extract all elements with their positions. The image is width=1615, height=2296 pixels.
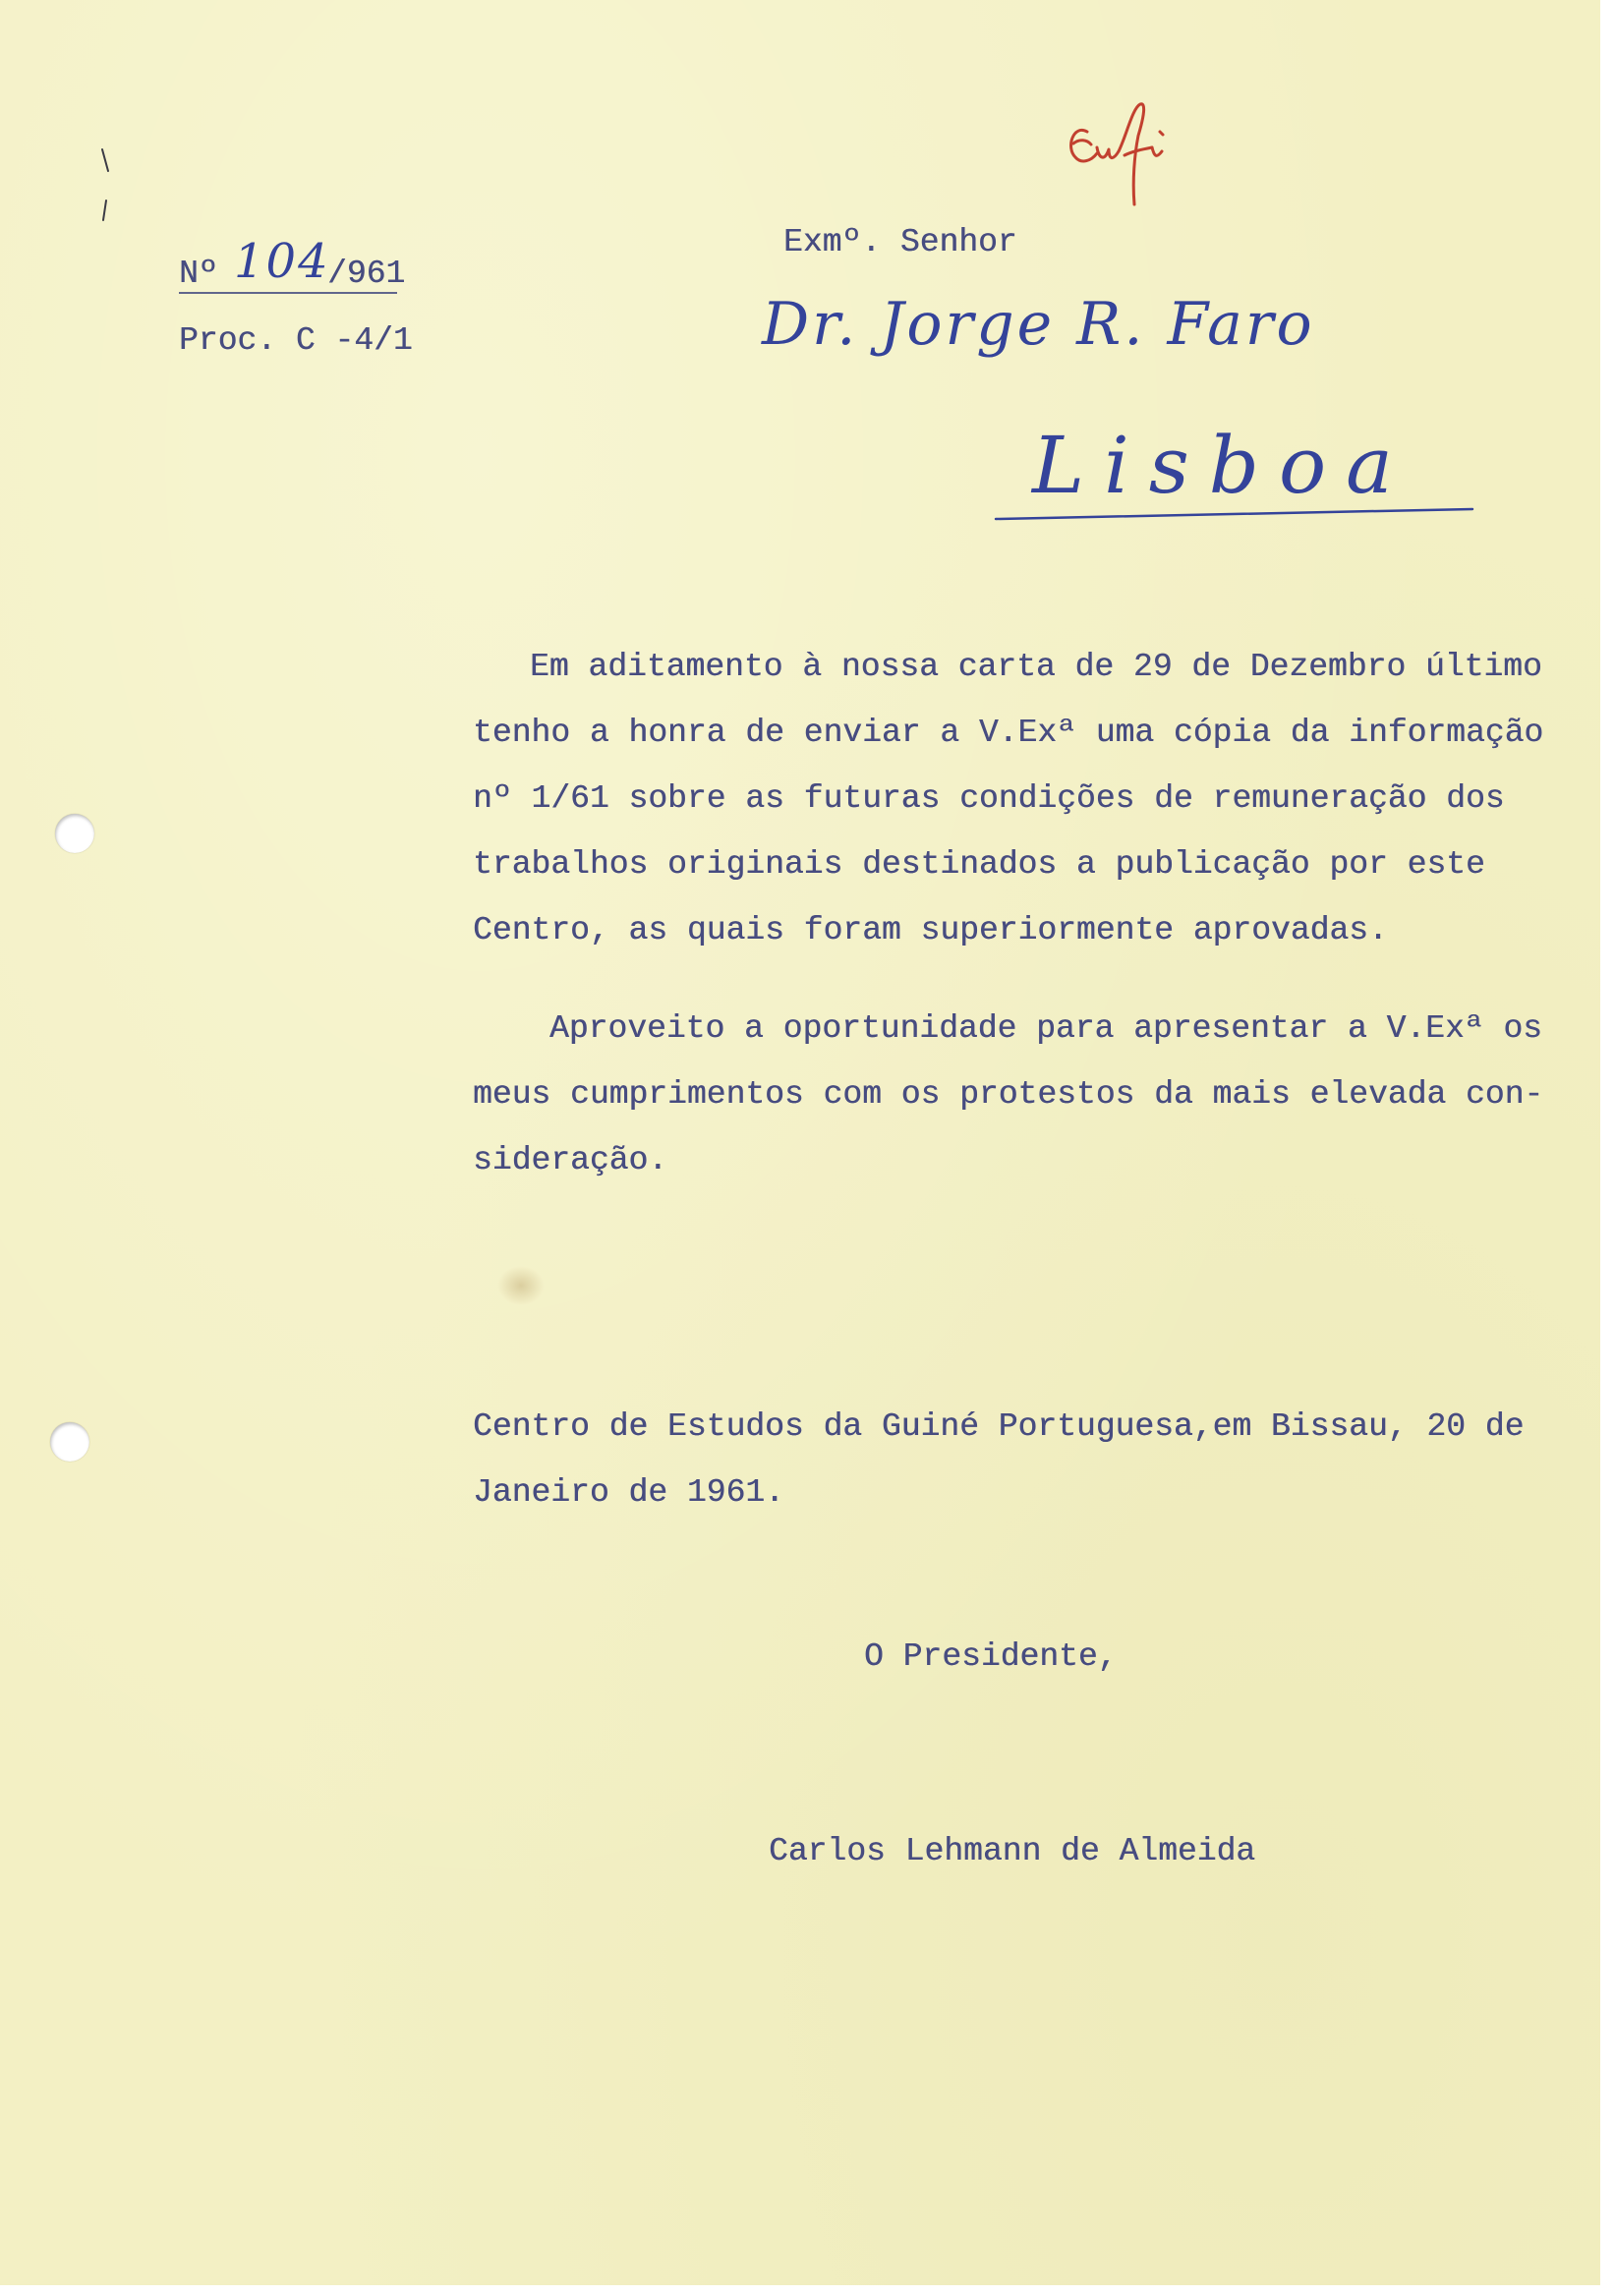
- place-date-line: Janeiro de 1961.: [473, 1474, 784, 1511]
- red-ink-annotation: [1062, 98, 1199, 211]
- punch-hole: [55, 814, 94, 853]
- signatory-name: Carlos Lehmann de Almeida: [769, 1833, 1256, 1869]
- punch-hole: [50, 1422, 89, 1462]
- body-paragraph-1-line: trabalhos originais destinados a publicação por este: [473, 846, 1485, 883]
- body-paragraph-2-line: Aproveito a oportunidade para apresentar a V.Exª os: [549, 1010, 1542, 1047]
- reference-number-handwritten: 104: [234, 234, 330, 289]
- paper-stain: [497, 1266, 545, 1305]
- body-paragraph-1-line: tenho a honra de enviar a V.Exª uma cópia da informação: [473, 715, 1544, 751]
- reference-number-prefix: Nº: [179, 256, 218, 292]
- body-paragraph-2-line: sideração.: [473, 1142, 668, 1178]
- signatory-title: O Presidente,: [864, 1638, 1118, 1675]
- body-paragraph-2-line: meus cumprimentos com os protestos da mais elevada con-: [473, 1076, 1544, 1113]
- salutation: Exmº. Senhor: [783, 224, 1017, 260]
- reference-number-year: /961: [327, 256, 406, 292]
- reference-underline: [179, 292, 397, 294]
- body-paragraph-1-line: Em aditamento à nossa carta de 29 de Dezembro último: [530, 649, 1542, 685]
- stray-pen-marks: [94, 145, 118, 224]
- body-paragraph-1-line: Centro, as quais foram superiormente aprovadas.: [473, 912, 1388, 948]
- addressee-name: Dr. Jorge R. Faro: [762, 290, 1315, 359]
- place-date-line: Centro de Estudos da Guiné Portuguesa,em Bissau, 20 de: [473, 1408, 1525, 1445]
- process-reference: Proc. C -4/1: [179, 322, 413, 359]
- addressee-underline: [993, 501, 1476, 525]
- body-paragraph-1-line: nº 1/61 sobre as futuras condições de remuneração dos: [473, 780, 1505, 817]
- addressee-city: Lisboa: [1032, 420, 1413, 511]
